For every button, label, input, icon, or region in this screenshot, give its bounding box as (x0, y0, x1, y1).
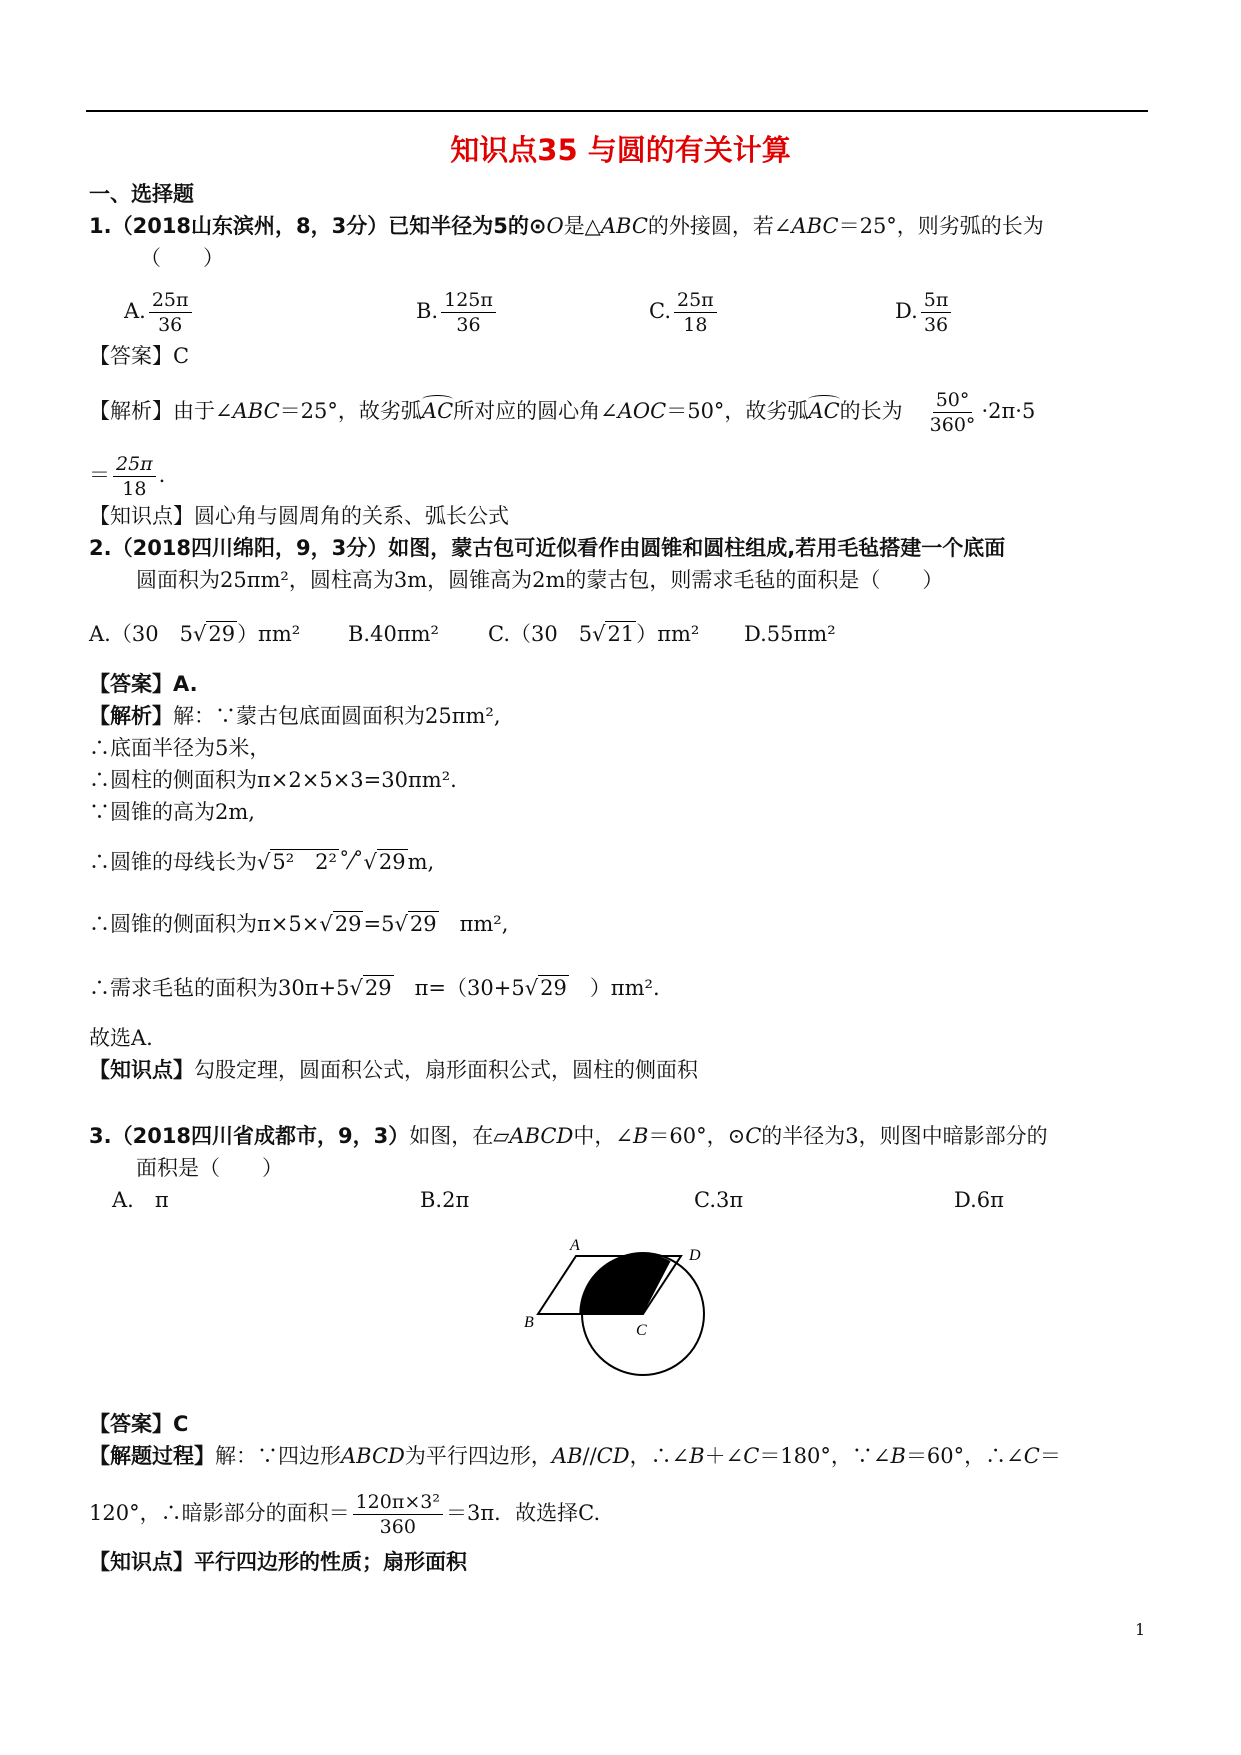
q2-solution-7: ∴需求毛毡的面积为30π+5√29 π=（30+5√29 ）πm². (89, 976, 660, 1000)
q2-option-b: B.40πm² (348, 622, 439, 646)
q2-answer: 【答案】A. (89, 672, 198, 696)
q1-stem: 1.（2018山东滨州，8，3分）已知半径为5的⊙O是△ABC的外接圆，若∠ABC＝25°，则劣弧的长为 (89, 214, 1044, 238)
page-number: 1 (1135, 1620, 1146, 1639)
q3-knowledge: 【知识点】平行四边形的性质；扇形面积 (89, 1550, 467, 1574)
label-d: D (689, 1247, 701, 1264)
q1-option-c: C. $\frac{25\pi}{18}$ (649, 288, 720, 337)
label-b: B (524, 1314, 534, 1331)
shaded-sector (579, 1253, 670, 1314)
q2-solution-2: ∴底面半径为5米， (89, 736, 271, 760)
q3-option-c: C.3π (694, 1188, 744, 1212)
parallelogram-circle-figure (520, 1228, 720, 1400)
q2-solution-1: 【解析】解：∵蒙古包底面圆面积为25πm², (89, 704, 501, 728)
q2-solution-3: ∴圆柱的侧面积为π×2×5×3=30πm². (89, 768, 457, 792)
q1-answer: 【答案】C (89, 344, 190, 368)
header-rule (86, 110, 1148, 112)
q1-option-d: D. $\frac{5\pi}{36}$ (895, 288, 954, 337)
q1-option-a: A. $\frac{25\pi}{36}$ (124, 288, 195, 337)
q1-analysis: 【解析】由于∠ABC＝25°，故劣弧AC所对应的圆心角∠AOC＝50°，故劣弧AC的长为 $\frac{50^\circ}{360^\circ}$ ·2π·5 (89, 389, 1036, 436)
q2-solution-4: ∵圆锥的高为2m, (89, 800, 255, 824)
q2-stem-line1: 2.（2018四川绵阳，9，3分）如图，蒙古包可近似看作由圆锥和圆柱组成,若用毛毡搭建一个底面 (89, 536, 1006, 560)
q3-option-b: B.2π (420, 1188, 470, 1212)
q3-answer: 【答案】C (89, 1412, 189, 1436)
q1-result: ＝ $\frac{25\pi}{18}$ . (89, 453, 166, 500)
label-c: C (636, 1322, 647, 1339)
section-heading: 一、选择题 (89, 182, 194, 206)
q3-stem-line2: 面积是（ ） (136, 1156, 283, 1180)
q3-option-a: A. π (112, 1188, 169, 1212)
q1-knowledge: 【知识点】圆心角与圆周角的关系、弧长公式 (89, 504, 509, 528)
q1-paren: （ ） (140, 246, 224, 270)
q2-solution-6: ∴圆锥的侧面积为π×5×√29=5√29 πm², (89, 912, 509, 936)
page-title: 知识点35 与圆的有关计算 (450, 133, 791, 167)
q2-solution-8: 故选A. (89, 1026, 153, 1050)
q3-option-d: D.6π (954, 1188, 1004, 1212)
q2-option-a: A.（30 5√29）πm² (89, 622, 301, 646)
q2-solution-5: ∴圆锥的母线长为√5² 2²˚⁄˚√29m, (89, 850, 435, 874)
q1-option-b: B. $\frac{125\pi}{36}$ (416, 288, 499, 337)
q2-option-d: D.55πm² (744, 622, 836, 646)
label-a: A (570, 1237, 580, 1254)
q3-process-line1: 【解题过程】解：∵四边形ABCD为平行四边形，AB//CD，∴∠B＋∠C＝180°，∵∠B＝60°，∴∠C＝ (89, 1444, 1061, 1468)
q2-stem-line2: 圆面积为25πm²，圆柱高为3m，圆锥高为2m的蒙古包，则需求毛毡的面积是（ ） (136, 568, 944, 592)
q2-knowledge: 【知识点】勾股定理，圆面积公式，扇形面积公式，圆柱的侧面积 (89, 1058, 698, 1082)
q2-option-c: C.（30 5√21）πm² (488, 622, 700, 646)
q3-stem-line1: 3.（2018四川省成都市，9，3）如图，在▱ABCD中，∠B＝60°，⊙C的半径为3，则图中暗影部分的 (89, 1124, 1048, 1148)
q3-process-line2: 120°，∴暗影部分的面积＝ $\frac{\text{120π×3²}}{360}$ ＝3π．故选择C. (89, 1491, 601, 1538)
